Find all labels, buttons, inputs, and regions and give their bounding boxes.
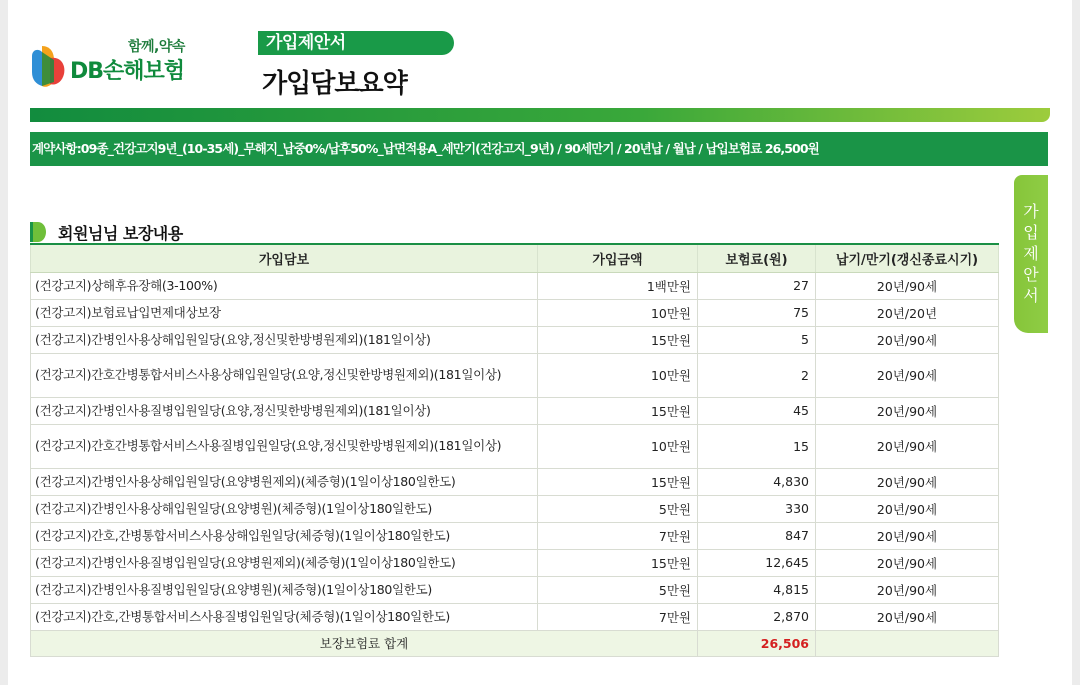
coverage-term: 20년/90세	[816, 424, 999, 468]
proposal-page	[8, 0, 1072, 685]
coverage-premium: 12,645	[698, 549, 816, 576]
table-row	[31, 424, 999, 468]
coverage-premium: 45	[698, 397, 816, 424]
column-header-amount: 가입금액	[538, 244, 698, 272]
coverage-name: (건강고지)간호,간병통합서비스사용질병입원일당(체증형)(1일이상180일한도)	[31, 603, 538, 630]
coverage-amount: 15만원	[538, 326, 698, 353]
coverage-name: (건강고지)간호간병통합서비스사용상해입원일당(요양,정신및한방병원제외)(181일이상)	[31, 353, 538, 397]
coverage-term: 20년/20년	[816, 299, 999, 326]
table-row	[31, 272, 999, 299]
coverage-name: (건강고지)간병인사용상해입원일당(요양병원)(체증형)(1일이상180일한도)	[31, 495, 538, 522]
coverage-premium: 5	[698, 326, 816, 353]
column-header-term: 납기/만기(갱신종료시기)	[816, 244, 999, 272]
coverage-term: 20년/90세	[816, 603, 999, 630]
coverage-name: (건강고지)상해후유장해(3-100%)	[31, 272, 538, 299]
logo-tagline: 함께,약속	[128, 39, 185, 55]
header-divider-bar	[30, 108, 1050, 122]
coverage-name: (건강고지)간병인사용질병입원일당(요양병원)(체증형)(1일이상180일한도)	[31, 576, 538, 603]
coverage-premium: 15	[698, 424, 816, 468]
contract-summary: 계약사항:09종_건강고지9년_(10-35세)_무해지_납중0%/납후50%_납면적용A_세만기(건강고지_9년) / 90세만기 / 20년납 / 월납 / 납입보험료 26,500원	[30, 132, 1048, 166]
coverage-amount: 7만원	[538, 522, 698, 549]
coverage-term: 20년/90세	[816, 272, 999, 299]
coverage-premium: 847	[698, 522, 816, 549]
side-tab-label: 가 입 제 안 서	[1023, 202, 1039, 305]
coverage-premium: 75	[698, 299, 816, 326]
coverage-term: 20년/90세	[816, 549, 999, 576]
coverage-term: 20년/90세	[816, 576, 999, 603]
section-title: 회원님님 보장내용	[58, 224, 183, 243]
table-row	[31, 326, 999, 353]
coverage-premium: 4,830	[698, 468, 816, 495]
coverage-name: (건강고지)간병인사용상해입원일당(요양,정신및한방병원제외)(181일이상)	[31, 326, 538, 353]
table-row	[31, 353, 999, 397]
table-row	[31, 495, 999, 522]
coverage-term: 20년/90세	[816, 326, 999, 353]
total-premium: 26,506	[698, 630, 816, 656]
coverage-premium: 330	[698, 495, 816, 522]
coverage-term: 20년/90세	[816, 353, 999, 397]
coverage-amount: 15만원	[538, 468, 698, 495]
coverage-premium: 4,815	[698, 576, 816, 603]
coverage-premium: 2	[698, 353, 816, 397]
coverage-amount: 5만원	[538, 576, 698, 603]
coverage-name: (건강고지)간병인사용질병입원일당(요양병원제외)(체증형)(1일이상180일한도)	[31, 549, 538, 576]
page-title: 가입담보요약	[262, 69, 407, 99]
coverage-name: (건강고지)보험료납입면제대상보장	[31, 299, 538, 326]
coverage-premium: 2,870	[698, 603, 816, 630]
coverage-name: (건강고지)간호간병통합서비스사용질병입원일당(요양,정신및한방병원제외)(181일이상)	[31, 424, 538, 468]
coverage-amount: 10만원	[538, 424, 698, 468]
coverage-name: (건강고지)간병인사용질병입원일당(요양,정신및한방병원제외)(181일이상)	[31, 397, 538, 424]
table-row	[31, 522, 999, 549]
total-label: 보장보험료 합계	[31, 630, 698, 656]
logo-name: DB손해보험	[70, 59, 185, 84]
table-header-row	[31, 244, 999, 272]
proposal-tag: 가입제안서	[258, 31, 454, 55]
coverage-amount: 15만원	[538, 549, 698, 576]
coverage-amount: 10만원	[538, 353, 698, 397]
coverage-amount: 7만원	[538, 603, 698, 630]
column-header-coverage: 가입담보	[31, 244, 538, 272]
coverage-term: 20년/90세	[816, 397, 999, 424]
coverage-term: 20년/90세	[816, 495, 999, 522]
leaf-bullet-icon	[30, 222, 46, 242]
db-logo-icon	[30, 42, 68, 88]
table-row	[31, 576, 999, 603]
side-tab-proposal[interactable]	[1014, 175, 1048, 333]
coverage-term: 20년/90세	[816, 522, 999, 549]
db-insurance-logo	[30, 34, 230, 94]
coverage-name: (건강고지)간호,간병통합서비스사용상해입원일당(체증형)(1일이상180일한도)	[31, 522, 538, 549]
column-header-premium: 보험료(원)	[698, 244, 816, 272]
coverage-name: (건강고지)간병인사용상해입원일당(요양병원제외)(체증형)(1일이상180일한도)	[31, 468, 538, 495]
coverage-amount: 10만원	[538, 299, 698, 326]
total-empty-cell	[816, 630, 999, 656]
coverage-amount: 1백만원	[538, 272, 698, 299]
table-row	[31, 603, 999, 630]
table-row	[31, 299, 999, 326]
table-row	[31, 468, 999, 495]
coverage-amount: 5만원	[538, 495, 698, 522]
coverage-table	[30, 243, 999, 657]
coverage-premium: 27	[698, 272, 816, 299]
total-row	[31, 630, 999, 656]
table-row	[31, 397, 999, 424]
coverage-term: 20년/90세	[816, 468, 999, 495]
coverage-amount: 15만원	[538, 397, 698, 424]
table-row	[31, 549, 999, 576]
